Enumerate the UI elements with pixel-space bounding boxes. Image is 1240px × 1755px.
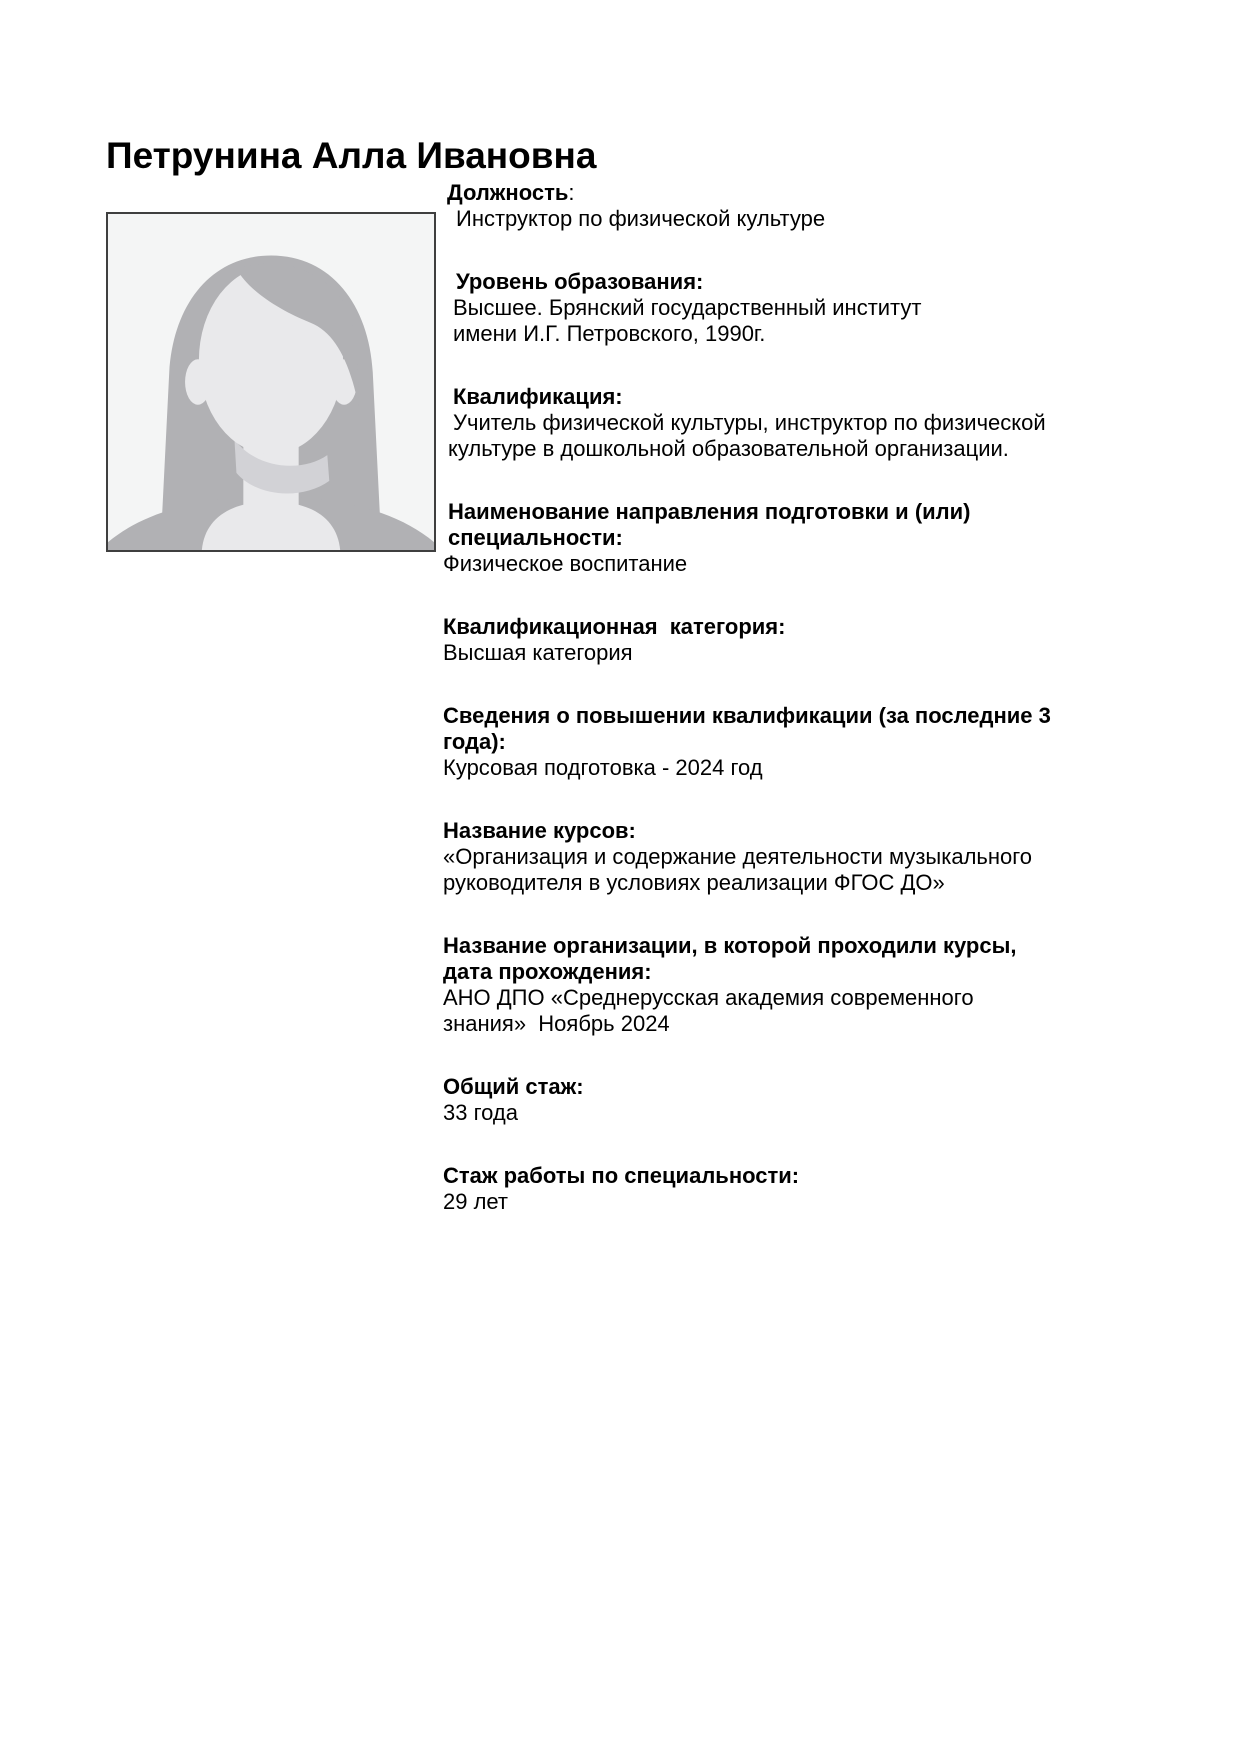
field-qualification <box>443 384 1143 462</box>
field-specialty-name-label: Наименование направления подготовки и (или) <box>448 499 971 524</box>
field-position-value: Инструктор по физической культуре <box>456 206 826 231</box>
field-specialty-name-value: Физическое воспитание <box>443 551 688 576</box>
field-position-label: Должность: <box>447 180 575 205</box>
field-course-name <box>443 818 1143 896</box>
profile-fields <box>443 180 1143 1215</box>
field-course-organization-value: АНО ДПО «Среднерусская академия современного <box>443 985 974 1010</box>
field-qualification-category-value: Высшая категория <box>443 640 633 665</box>
field-course-name-value: руководителя в условиях реализации ФГОС ДО» <box>443 870 945 895</box>
field-education-level-label: Уровень образования: <box>456 269 704 294</box>
field-specialty-name <box>443 499 1143 577</box>
field-course-organization-label: Название организации, в которой проходили курсы, <box>443 933 1017 958</box>
female-silhouette-icon <box>108 214 434 550</box>
field-total-experience <box>443 1074 1143 1126</box>
field-qualification-category-label: Квалификационная категория: <box>443 614 786 639</box>
field-total-experience-label: Общий стаж: <box>443 1074 584 1099</box>
field-training-info-label: Сведения о повышении квалификации (за последние 3 <box>443 703 1051 728</box>
field-position <box>443 180 1143 232</box>
field-specialty-name-label: специальности: <box>448 525 623 550</box>
field-training-info-value: Курсовая подготовка - 2024 год <box>443 755 763 780</box>
field-qualification-value: культуре в дошкольной образовательной организации. <box>448 436 1009 461</box>
field-specialty-experience-label: Стаж работы по специальности: <box>443 1163 800 1188</box>
field-qualification-value: Учитель физической культуры, инструктор по физической <box>453 410 1046 435</box>
profile-photo <box>106 212 436 552</box>
field-qualification-category <box>443 614 1143 666</box>
field-course-name-label: Название курсов: <box>443 818 636 843</box>
field-course-organization <box>443 933 1143 1037</box>
page-title: Петрунина Алла Ивановна <box>106 134 597 176</box>
field-training-info <box>443 703 1143 781</box>
field-total-experience-value: 33 года <box>443 1100 518 1125</box>
field-education-level-value: имени И.Г. Петровского, 1990г. <box>453 321 766 346</box>
field-education-level-value: Высшее. Брянский государственный институт <box>453 295 922 320</box>
field-qualification-label: Квалификация: <box>453 384 623 409</box>
field-specialty-experience <box>443 1163 1143 1215</box>
field-course-organization-value: знания» Ноябрь 2024 <box>443 1011 670 1036</box>
field-specialty-experience-value: 29 лет <box>443 1189 509 1214</box>
field-training-info-label: года): <box>443 729 506 754</box>
field-course-organization-label: дата прохождения: <box>443 959 652 984</box>
field-education-level <box>443 269 1143 347</box>
field-course-name-value: «Организация и содержание деятельности музыкального <box>443 844 1033 869</box>
